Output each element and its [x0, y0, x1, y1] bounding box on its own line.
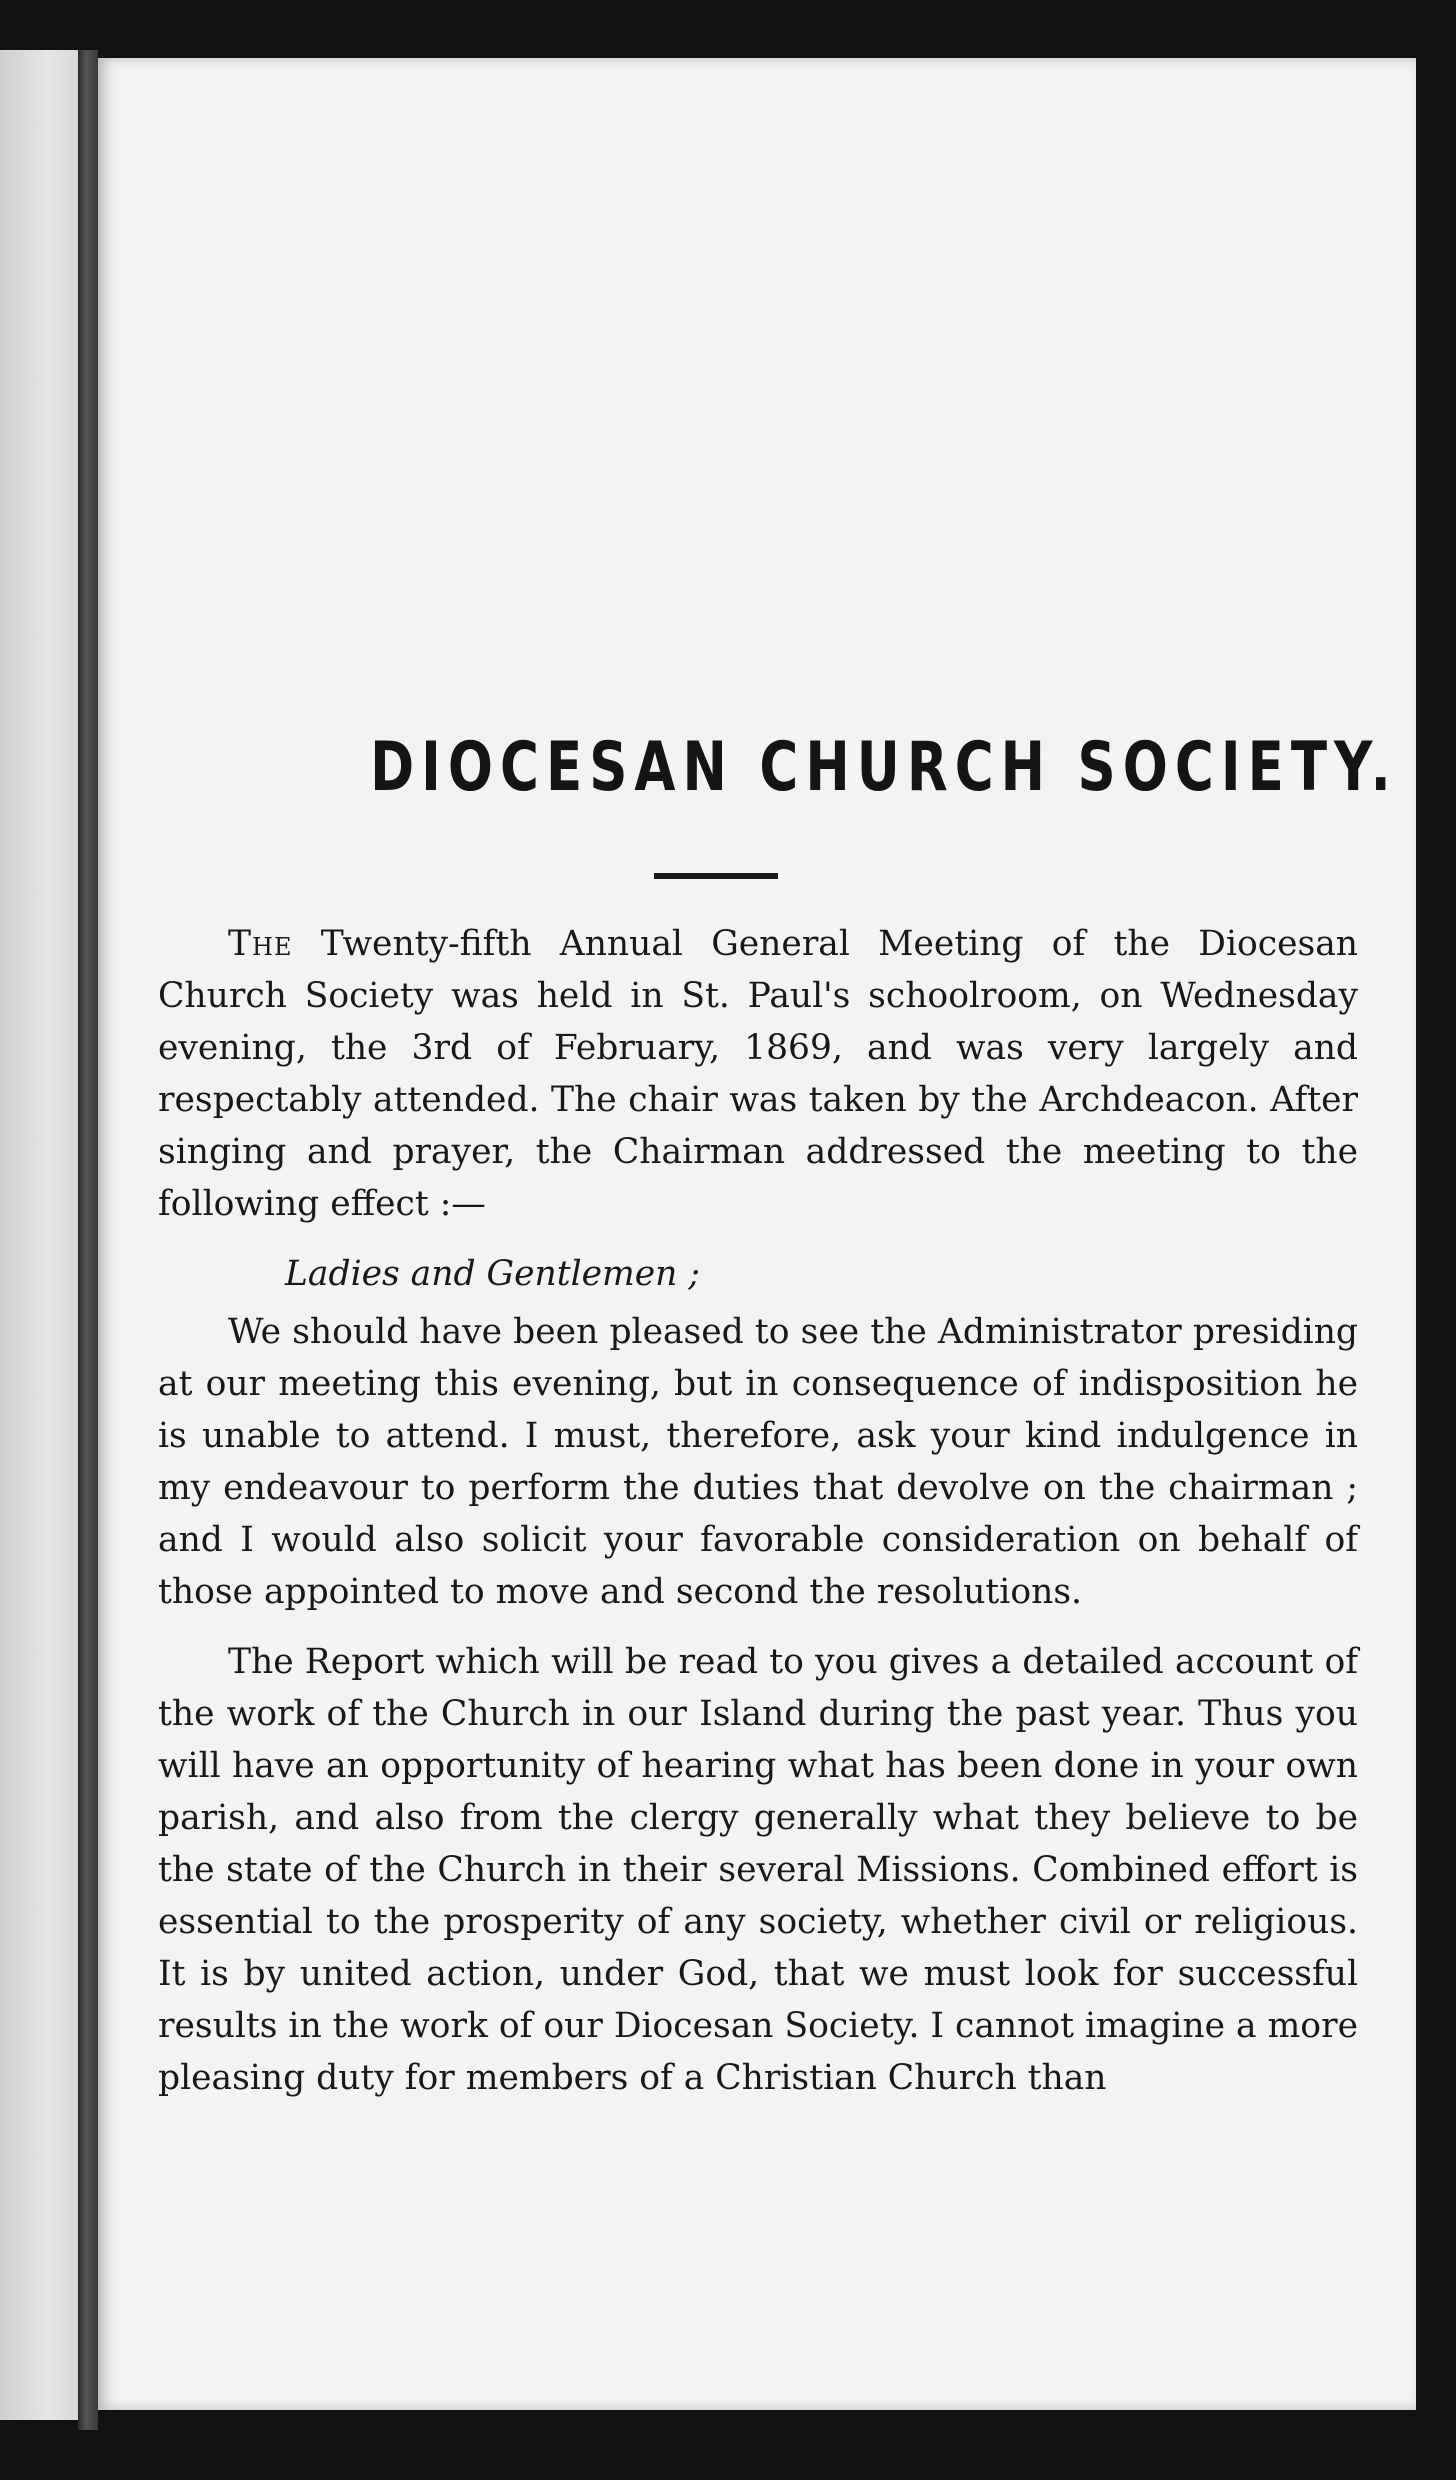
title-divider [654, 873, 778, 879]
body-text [158, 918, 1358, 2122]
previous-page-edge [0, 50, 80, 2420]
page-title: DIOCESAN CHURCH SOCIETY. [370, 728, 1398, 807]
paragraph-1-lead: The [228, 924, 293, 964]
paragraph-1-text: Twenty-fifth Annual General Meeting of the Diocesan Church Society was held in St. Paul's schoolroom, on Wednesday evening, the 3rd of February, 1869, and was very largely and respectably attended. The chair was taken by the Archdeacon. After singing and prayer, the Chairman addressed the meeting to the following effect :— [158, 924, 1358, 1224]
salutation: Ladies and Gentlemen ; [285, 1254, 700, 1294]
book-binding [78, 50, 98, 2430]
page-sheet [98, 58, 1416, 2410]
paragraph-3: The Report which will be read to you gives a detailed account of the work of the Church in our Island during the past year. Thus you will have an opportunity of hearing what has been done in your own parish, and also from the clergy generally what they believe to be the state of the Church in their several Missions. Combined effort is essential to the prosperity of any society, whether civil or religious. It is by united action, under God, that we must look for successful results in the work of our Diocesan Society. I cannot imagine a more pleasing duty for members of a Christian Church than [158, 1642, 1358, 2098]
paragraph-1 [158, 918, 1358, 1230]
paragraph-2: We should have been pleased to see the Administrator presiding at our meeting this evening, but in consequence of indisposition he is unable to attend. I must, therefore, ask your kind indulgence in my endeavour to perform the duties that devolve on the chairman ; and I would also solicit your favorable consideration on behalf of those appointed to move and second the resolutions. [158, 1312, 1358, 1612]
